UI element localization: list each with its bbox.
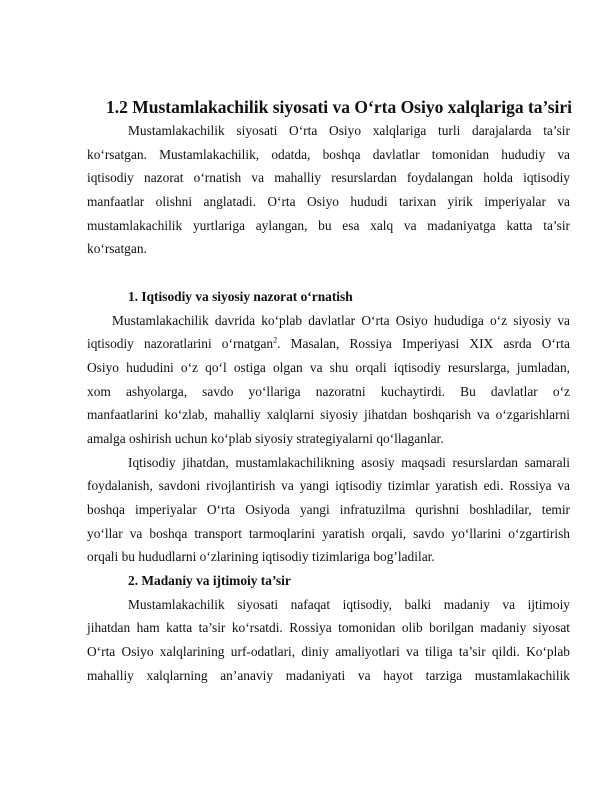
text-fragment: iqtisodiy nazoratlarini o‘rnatgan xyxy=(87,336,274,352)
text-line xyxy=(87,332,570,356)
text-line: mahalliy xalqlarning an’anaviy madaniyati va hayot tarziga mustamlakachilik xyxy=(87,667,570,683)
text-line: Iqtisodiy jihatdan, mustamlakachilikning asosiy maqsadi resurslardan samarali xyxy=(128,454,570,470)
text-line: ko‘rsatgan. xyxy=(87,241,147,257)
text-line: Osiyo hududini o‘z qo‘l ostiga olgan va shu orqali iqtisodiy resurslarga, jumladan, xyxy=(87,359,570,375)
document-page xyxy=(87,95,570,688)
text-fragment: . Masalan, Rossiya Imperiyasi XIX asrda O‘rta xyxy=(277,336,570,352)
text-line: ko‘rsatgan. Mustamlakachilik, odatda, boshqa davlatlar tomonidan hududiy va xyxy=(87,146,570,162)
text-line: boshqa imperiyalar O‘rta Osiyoda yangi infratuzilma qurishni boshladilar, temir xyxy=(87,502,570,517)
text-line: mustamlakachilik yurtlariga aylangan, bu esa xalq va madaniyatga katta ta’sir xyxy=(87,217,570,233)
text-line: foydalanish, savdoni rivojlantirish va yangi iqtisodiy tizimlar yaratish edi. Rossiya va xyxy=(87,478,570,494)
subsection-heading: 1. Iqtisodiy va siyosiy nazorat o‘rnatish xyxy=(128,288,353,304)
text-line: amalga oshirish uchun ko‘plab siyosiy strategiyalarni qo‘llaganlar. xyxy=(87,430,444,446)
footnote-ref[interactable]: 2 xyxy=(273,335,278,345)
text-line: orqali bu hududlarni o‘zlarining iqtisodiy tizimlariga bog’ladilar. xyxy=(87,549,435,565)
text-line: manfaatlarini ko‘zlab, mahalliy xalqlarni siyosiy jihatdan boshqarish va o‘zgarishlarni xyxy=(87,407,570,423)
section-title: 1.2 Mustamlakachilik siyosati va O‘rta Osiyo xalqlariga ta’siri xyxy=(105,97,572,117)
blank-line xyxy=(87,261,570,285)
text-line: xom ashyolarga, savdo yo‘llariga nazoratni kuchaytirdi. Bu davlatlar o‘z xyxy=(87,383,570,399)
text-line: manfaatlar olishni anglatadi. O‘rta Osiyo hududi tarixan yirik imperiyalar va xyxy=(87,194,570,210)
text-line: Mustamlakachilik siyosati nafaqat iqtisodiy, balki madaniy va ijtimoiy xyxy=(128,596,570,612)
text-line: Mustamlakachilik siyosati O‘rta Osiyo xalqlariga turli darajalarda ta’sir xyxy=(128,123,570,138)
text-line: O‘rta Osiyo xalqlarining urf-odatlari, diniy amaliyotlari va tiliga ta’sir qildi. Ko‘plab xyxy=(87,644,570,660)
text-line: Mustamlakachilik davrida ko‘plab davlatlar O‘rta Osiyo hududiga o‘z siyosiy va xyxy=(112,312,570,328)
text-line: jihatdan ham katta ta’sir ko‘rsatdi. Rossiya tomonidan olib borilgan madaniy siyosat xyxy=(87,620,570,636)
subsection-heading: 2. Madaniy va ijtimoiy ta’sir xyxy=(128,573,291,589)
text-line: iqtisodiy nazorat o‘rnatish va mahalliy resurslardan foydalangan holda iqtisodiy xyxy=(87,170,570,186)
text-line: yo‘llar va boshqa transport tarmoqlarini yaratish orqali, savdo yo‘llarini o‘zgartirish xyxy=(87,525,570,541)
